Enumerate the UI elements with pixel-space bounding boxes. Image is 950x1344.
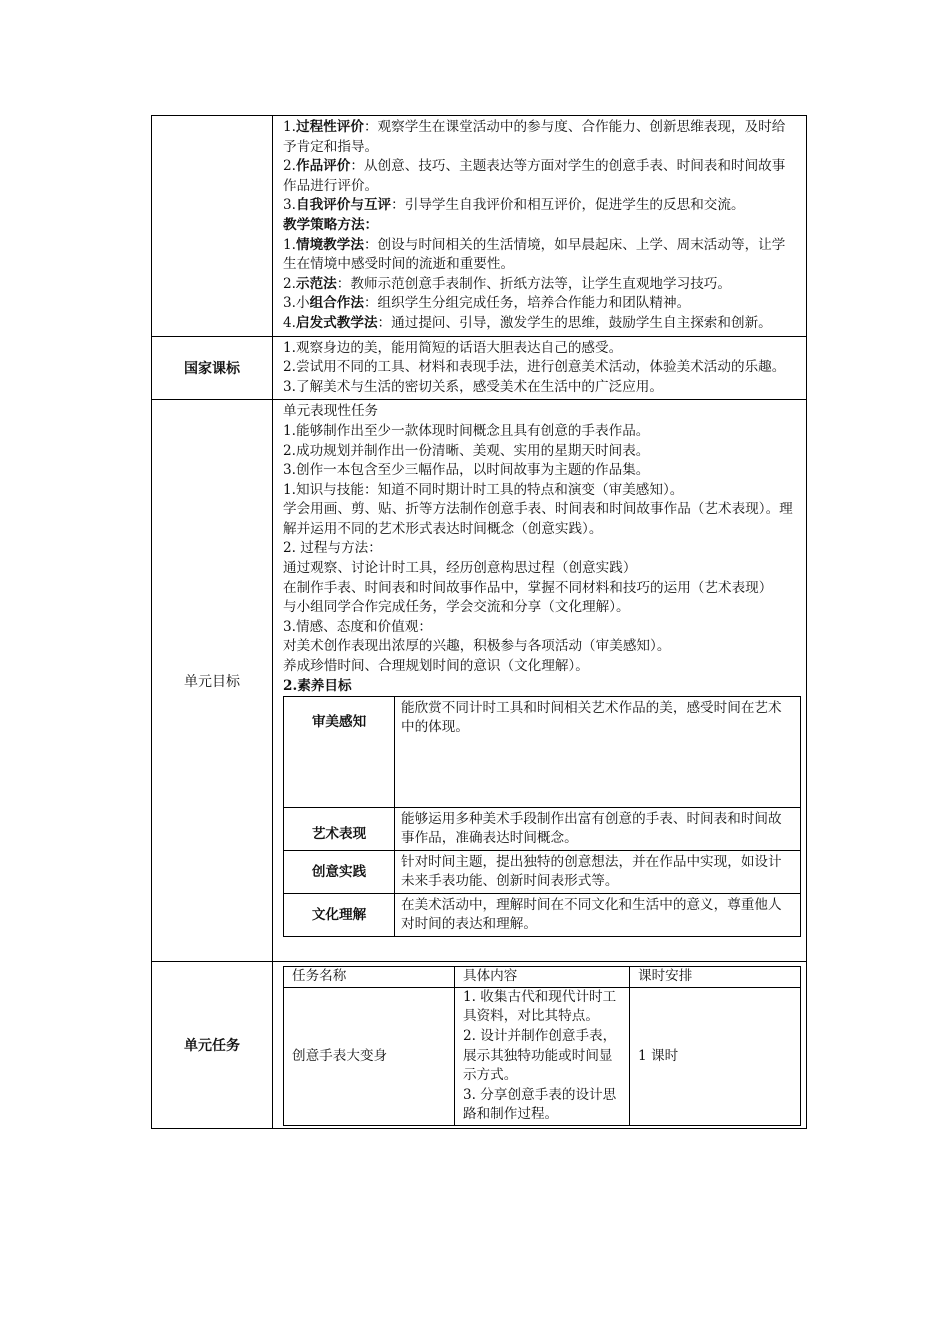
evaluation-label-cell	[152, 116, 273, 337]
task-header-name: 任务名称	[284, 967, 455, 988]
curriculum-standard-content	[273, 336, 807, 400]
goal-line-4: 3.创作一本包含至少三幅作品，以时间故事为主题的作品集。	[283, 462, 650, 479]
strategy-line-3: 3.小组合作法：组织学生分组完成任务，培养合作能力和团队精神。	[283, 295, 691, 312]
standard-line-3: 3.了解美术与生活的密切关系，感受美术在生活中的广泛应用。	[283, 378, 663, 395]
literacy-value: 在美术活动中，理解时间在不同文化和生活中的意义，尊重他人对时间的表达和理解。	[395, 894, 801, 937]
goal-line-9: 在制作手表、时间表和时间故事作品中，掌握不同材料和技巧的运用（艺术表现）	[283, 579, 773, 596]
unit-goal-row	[152, 400, 807, 962]
unit-goal-content	[273, 400, 807, 962]
literacy-value: 能欣赏不同计时工具和时间相关艺术作品的美，感受时间在艺术中的体现。	[395, 697, 801, 808]
curriculum-standard-label: 国家课标	[152, 336, 273, 400]
task-row	[284, 987, 801, 1125]
strategy-line-4: 4.启发式教学法：通过提问、引导，激发学生的思维，鼓励学生自主探索和创新。	[283, 314, 772, 331]
literacy-row	[284, 894, 801, 937]
eval-line-3: 3.自我评价与互评：引导学生自我评价和相互评价，促进学生的反思和交流。	[283, 197, 745, 214]
task-hours: 1 课时	[630, 987, 801, 1125]
strategy-line-1: 1.情境教学法：创设与时间相关的生活情境，如早晨起床、上学、周末活动等，让学生在情境中感受时间的流逝和重要性。	[283, 236, 786, 273]
goal-line-12: 对美术创作表现出浓厚的兴趣，积极参与各项活动（审美感知）。	[283, 638, 671, 655]
goal-line-7: 2. 过程与方法：	[283, 540, 382, 557]
unit-goal-label: 单元目标	[152, 400, 273, 962]
goal-line-3: 2.成功规划并制作出一份清晰、美观、实用的星期天时间表。	[283, 442, 650, 459]
goal-line-1: 单元表现性任务	[283, 403, 379, 420]
evaluation-row	[152, 116, 807, 337]
standard-line-1: 1.观察身边的美，能用简短的话语大胆表达自己的感受。	[283, 339, 623, 356]
literacy-row	[284, 851, 801, 894]
task-name: 创意手表大变身	[284, 987, 455, 1125]
literacy-key: 创意实践	[284, 851, 395, 894]
goal-line-2: 1.能够制作出至少一款体现时间概念且具有创意的手表作品。	[283, 422, 650, 439]
lesson-plan-table	[151, 115, 807, 1129]
standard-line-2: 2.尝试用不同的工具、材料和表现手法，进行创意美术活动，体验美术活动的乐趣。	[283, 359, 786, 376]
literacy-heading: 2.素养目标	[283, 677, 352, 694]
literacy-key: 艺术表现	[284, 808, 395, 851]
unit-task-content	[273, 962, 807, 1129]
task-header-row	[284, 967, 801, 988]
literacy-key: 审美感知	[284, 697, 395, 808]
literacy-row	[284, 697, 801, 808]
task-header-content: 具体内容	[455, 967, 630, 988]
task-content	[455, 987, 630, 1125]
evaluation-content	[273, 116, 807, 337]
literacy-table	[283, 696, 801, 937]
task-content-line-2: 2. 设计并制作创意手表，展示其独特功能或时间显示方式。	[463, 1028, 617, 1084]
task-header-hours: 课时安排	[630, 967, 801, 988]
goal-line-8: 通过观察、讨论计时工具，经历创意构思过程（创意实践）	[283, 560, 637, 577]
goal-line-13: 养成珍惜时间、合理规划时间的意识（文化理解）。	[283, 658, 589, 675]
goal-line-5: 1.知识与技能：知道不同时期计时工具的特点和演变（审美感知）。	[283, 481, 684, 498]
curriculum-standard-row	[152, 336, 807, 400]
unit-task-row	[152, 962, 807, 1129]
task-content-line-3: 3. 分享创意手表的设计思路和制作过程。	[463, 1086, 617, 1123]
literacy-value: 能够运用多种美术手段制作出富有创意的手表、时间表和时间故事作品，准确表达时间概念。	[395, 808, 801, 851]
task-table	[283, 966, 801, 1126]
literacy-key: 文化理解	[284, 894, 395, 937]
strategy-heading: 教学策略方法：	[283, 216, 379, 233]
literacy-row	[284, 808, 801, 851]
eval-line-2: 2.作品评价：从创意、技巧、主题表达等方面对学生的创意手表、时间表和时间故事作品进行评价。	[283, 158, 786, 194]
literacy-value: 针对时间主题，提出独特的创意想法，并在作品中实现，如设计未来手表功能、创新时间表形式等。	[395, 851, 801, 894]
goal-line-6: 学会用画、剪、贴、折等方法制作创意手表、时间表和时间故事作品（艺术表现）。理解并运用不同的艺术形式表达时间概念（创意实践）。	[283, 501, 793, 537]
eval-line-1: 1.过程性评价：观察学生在课堂活动中的参与度、合作能力、创新思维表现，及时给予肯定和指导。	[283, 119, 786, 155]
strategy-line-2: 2.示范法：教师示范创意手表制作、折纸方法等，让学生直观地学习技巧。	[283, 275, 731, 292]
goal-line-10: 与小组同学合作完成任务，学会交流和分享（文化理解）。	[283, 599, 630, 616]
unit-task-label: 单元任务	[152, 962, 273, 1129]
goal-line-11: 3.情感、态度和价值观：	[283, 618, 432, 635]
task-content-line-1: 1. 收集古代和现代计时工具资料，对比其特点。	[463, 988, 617, 1025]
